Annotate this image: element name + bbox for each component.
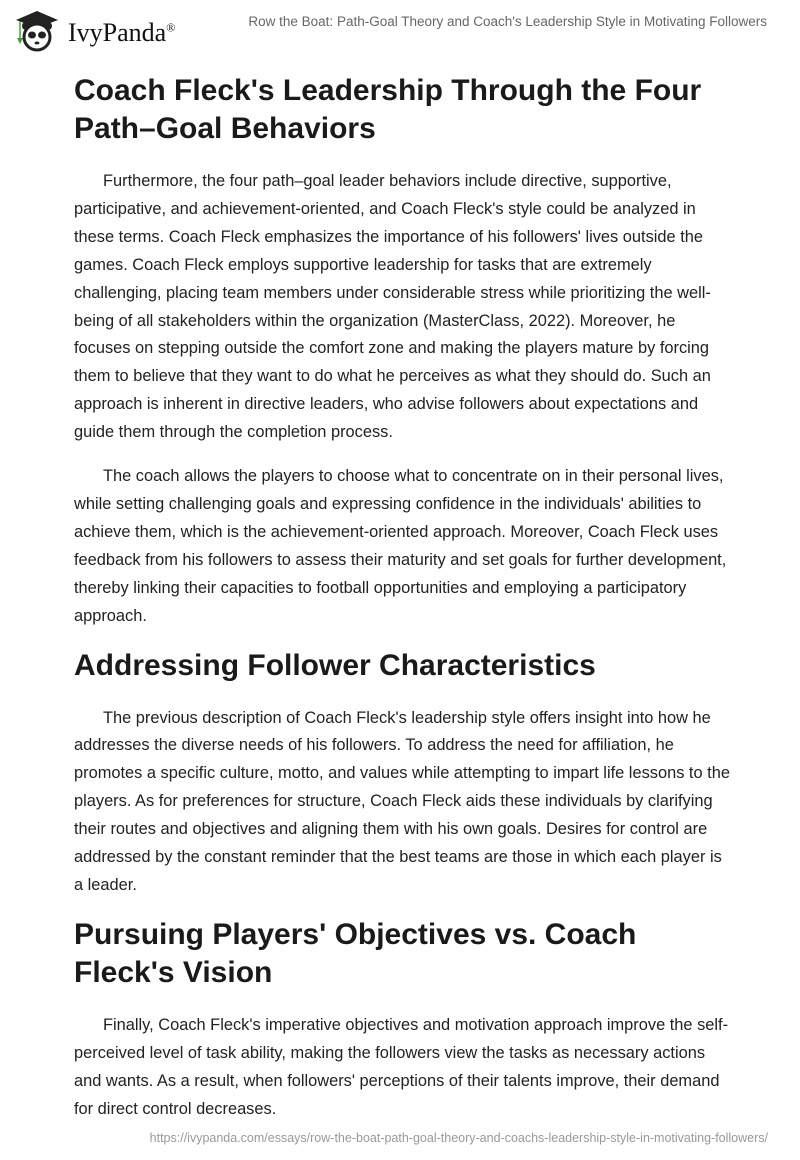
logo-text: IvyPanda® [68, 18, 176, 47]
source-url-link[interactable]: https://ivypanda.com/essays/row-the-boat-path-goal-theory-and-coachs-leadership-style-in-motivating-followers/ [149, 1131, 768, 1145]
section-heading: Addressing Follower Characteristics [74, 648, 596, 682]
paragraph: Finally, Coach Fleck's imperative objectives and motivation approach improve the self-perceived level of task ability, making the followers view the tasks as necessary actions and wants. As a result, when followers' perceptions of their talents improve, their demand for direct control decreases. [74, 1015, 729, 1118]
article-body [74, 72, 730, 1139]
section-heading: Coach Fleck's Leadership Through the Four Path–Goal Behaviors [74, 74, 702, 145]
paragraph: The previous description of Coach Fleck's leadership style offers insight into how he addresses the diverse needs of his followers. To address the need for affiliation, he promotes a specific culture, motto, and values while attempting to impart life lessons to the players. As for preferences for structure, Coach Fleck aids these individuals by clarifying their routes and objectives and aligning them with his own goals. Desires for control are addressed by the constant reminder that the best teams are those in which each player is a leader. [74, 708, 730, 894]
ivypanda-logo[interactable] [12, 8, 175, 52]
panda-graduate-icon [12, 8, 62, 52]
paragraph: Furthermore, the four path–goal leader behaviors include directive, supportive, participative, and achievement-oriented, and Coach Fleck's style could be analyzed in these terms. Coach Fleck emphasizes the importance of his followers' lives outside the games. Coach Fleck employs supportive leadership for tasks that are extremely challenging, placing team members under considerable stress while prioritizing the well-being of all stakeholders within the organization (MasterClass, 2022). Moreover, he focuses on stepping outside the comfort zone and making the players mature by forcing them to believe that they want to do what he perceives as what they should do. Such an approach is inherent in directive leaders, who advise followers about expectations and guide them through the completion process. [74, 172, 711, 442]
paragraph: The coach allows the players to choose what to concentrate on in their personal lives, while setting challenging goals and expressing confidence in the individuals' abilities to achieve them, which is the achievement-oriented approach. Moreover, Coach Fleck uses feedback from his followers to assess their maturity and set goals for further development, thereby linking their capacities to football opportunities and employing a participatory approach. [74, 467, 727, 625]
section-heading: Pursuing Players' Objectives vs. Coach Fleck's Vision [74, 917, 637, 989]
document-title: Row the Boat: Path-Goal Theory and Coach's Leadership Style in Motivating Followers [248, 14, 767, 29]
